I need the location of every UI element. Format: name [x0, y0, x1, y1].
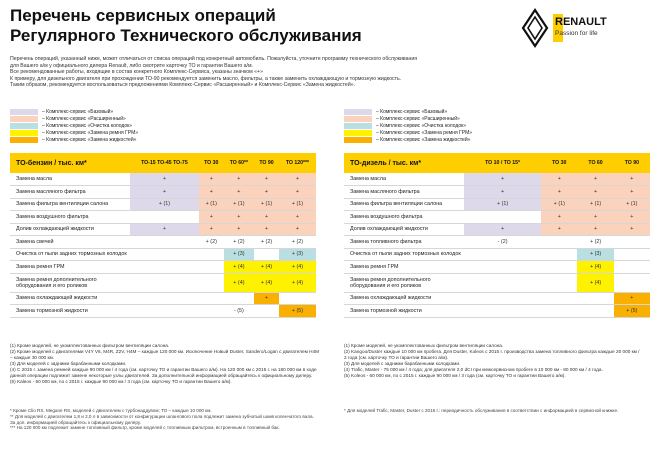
table-cell: + (5): [614, 305, 650, 318]
table-cell: +: [614, 223, 650, 236]
table-cell: [464, 273, 541, 292]
table-cell: +: [464, 223, 541, 236]
note: (3) Для моделей с задними барабанными колодками.: [10, 361, 127, 366]
table-cell: + (1): [254, 198, 279, 211]
table-cell: +: [464, 186, 541, 199]
operation-name: Замена воздушного фильтра: [10, 211, 130, 224]
legend-item: [344, 108, 504, 115]
table-cell: + (1): [464, 198, 541, 211]
table-cell: + (4): [254, 261, 279, 274]
operation-name: Замена фильтра вентиляции салона: [10, 198, 130, 211]
table-row: [344, 186, 650, 199]
table-cell: [254, 305, 279, 318]
table-cell: + (2): [279, 236, 316, 249]
table-row: [344, 223, 650, 236]
table-cell: + (1): [614, 198, 650, 211]
table-cell: [614, 248, 650, 261]
table-cell: + (3): [279, 248, 316, 261]
table-cell: + (1): [279, 198, 316, 211]
legend-swatch: [344, 123, 372, 129]
table-row: [10, 186, 316, 199]
table-cell: +: [199, 223, 224, 236]
table-cell: [464, 248, 541, 261]
legend-swatch: [10, 116, 38, 122]
table-row: [344, 305, 650, 318]
table-cell: + (2): [577, 236, 613, 249]
column-header: ТО-15 ТО-45 ТО-75: [130, 153, 199, 173]
footnote: *** На 120 000 км подлежит замене топливный фильтр, кроме моделей с топливным фильтром, встроенным в топливный бак.: [10, 425, 280, 431]
intro-line: Таким образом, рекомендуется воспользоваться предложениями Комплекс-Сервис «Расширенный» и Комплекс-Сервис «Замена жидкостей».: [10, 82, 356, 89]
table-row: [10, 223, 316, 236]
table-cell: + (2): [199, 236, 224, 249]
table-cell: + (4): [577, 261, 613, 274]
table-cell: +: [577, 223, 613, 236]
table-row: [344, 211, 650, 224]
table-cell: + (5): [279, 305, 316, 318]
table-cell: +: [541, 186, 577, 199]
title-line-1: Перечень сервисных операций: [10, 6, 276, 25]
operation-name: Замена тормозной жидкости: [10, 305, 130, 318]
note: (3) Для моделей с задними барабанными колодками.: [344, 361, 461, 366]
table-cell: [541, 305, 577, 318]
operation-name: Замена масла: [344, 173, 464, 186]
table-cell: [464, 211, 541, 224]
table-cell: + (2): [224, 236, 254, 249]
legend-item: [344, 129, 504, 136]
legend-item: [10, 129, 170, 136]
legend-diesel: [344, 108, 504, 143]
table-row: [344, 173, 650, 186]
table-cell: + (4): [254, 273, 279, 292]
table-cell: [130, 292, 199, 305]
column-header: ТО 30: [199, 153, 224, 173]
table-cell: [199, 273, 224, 292]
table-cell: [577, 292, 613, 305]
table-cell: + (1): [224, 198, 254, 211]
footnote: ** Для моделей с двигателем 1,8 и 2,0 л в зависимости от конфигурации шлангового пола подлежит замена зубчатый шкив коленчатого вала. За доп. информацией обращайтесь к официальному дилеру.: [10, 413, 314, 425]
table-cell: [541, 273, 577, 292]
table-cell: +: [254, 186, 279, 199]
table-cell: + (1): [577, 198, 613, 211]
table-cell: +: [130, 223, 199, 236]
legend-item: [10, 115, 170, 122]
table-cell: [541, 292, 577, 305]
table-cell: +: [279, 211, 316, 224]
table-cell: - (5): [224, 305, 254, 318]
intro-line: для Вашего а/м у официального дилера Renault, либо смотрите карточку ТО и гарантии Вашего а/м.: [10, 62, 254, 69]
table-cell: + (1): [199, 198, 224, 211]
table-cell: +: [464, 173, 541, 186]
table-cell: [614, 236, 650, 249]
table-cell: +: [130, 186, 199, 199]
table-row: [344, 236, 650, 249]
table-cell: +: [577, 186, 613, 199]
table-row: [344, 248, 650, 261]
table-cell: +: [279, 223, 316, 236]
table-row: [344, 261, 650, 274]
footnote: * Для моделей Trafic, Master, Duster с 2016 г.: периодичность обслуживания в соответствии с информацией в сервисной книжке.: [344, 408, 619, 413]
legend-swatch: [344, 130, 372, 136]
legend-item: [344, 122, 504, 129]
legend-swatch: [344, 109, 372, 115]
intro-line: Перечень операций, указанный ниже, может отличаться от списка операций под конкретный автомобиль. Пожалуйста, уточните программу технического обслуживания: [10, 56, 418, 62]
table-cell: [464, 261, 541, 274]
operation-name: Замена масляного фильтра: [344, 186, 464, 199]
note: (2) Kangoo/Duster каждые 10 000 км пробега. Для Duster, Koleos с 2015 г. производства замена топливного фильтра каждые 20 000 км / 2 года (см. карточку ТО и гарантии Вашего а/м).: [344, 349, 640, 360]
table-cell: +: [614, 173, 650, 186]
footnote: * Кроме Clio RS, Megane RS, моделей с двигателем с турбонаддувом; ТО – каждые 10 000 км.: [10, 408, 212, 413]
table-header-title: ТО-дизель / тыс. км*: [344, 153, 464, 173]
table-cell: +: [130, 173, 199, 186]
table-cell: +: [279, 173, 316, 186]
table-cell: [464, 292, 541, 305]
legend-label: – Комплекс-сервис «Расширенный»: [42, 115, 126, 122]
column-header: ТО 120***: [279, 153, 316, 173]
table-cell: [577, 305, 613, 318]
table-row: [10, 236, 316, 249]
table-cell: +: [254, 292, 279, 305]
operation-name: Замена охлаждающей жидкости: [10, 292, 130, 305]
footnotes-diesel: [344, 408, 640, 414]
table-cell: [130, 273, 199, 292]
note: (4) Trafic, Master - 75 000 км / 4 года; для двигателя 2,0 dCI при межсервисном пробеге в 10 000 км - 80 000 км / 4 года.: [344, 367, 603, 372]
legend-label: – Комплекс-сервис «Базовый»: [42, 108, 114, 115]
note: (5) Kaleos - 60 000 км, по с 2015 г. каждые 90 000 км / 3 года (см. карточку ТО и гарантии Вашего а/м).: [10, 379, 232, 384]
operation-name: Замена ремня дополнительного оборудования и его роликов: [10, 273, 130, 292]
table-cell: + (4): [279, 261, 316, 274]
table-cell: [130, 305, 199, 318]
table-cell: + (4): [224, 273, 254, 292]
column-header: ТО 90: [614, 153, 650, 173]
table-header-title: ТО-бензин / тыс. км*: [10, 153, 130, 173]
intro-text: [10, 56, 630, 89]
table-cell: [199, 292, 224, 305]
table-cell: [614, 261, 650, 274]
table-cell: +: [614, 211, 650, 224]
column-header: ТО 60**: [224, 153, 254, 173]
page-title: [10, 6, 480, 46]
operation-name: Очистка от пыли задних тормозных колодок: [10, 248, 130, 261]
operation-name: Замена свечей: [10, 236, 130, 249]
table-cell: +: [224, 211, 254, 224]
table-cell: +: [199, 186, 224, 199]
table-cell: [224, 292, 254, 305]
legend-item: [10, 122, 170, 129]
table-cell: + (4): [224, 261, 254, 274]
operation-name: Долив охлаждающей жидкости: [10, 223, 130, 236]
table-cell: +: [541, 211, 577, 224]
legend-label: – Комплекс-сервис «Очистка колодок»: [376, 122, 467, 129]
operation-name: Замена масляного фильтра: [10, 186, 130, 199]
note: (5) Koleos - 60 000 км, по с 2015 г. каждые 90 000 км / 3 года (см. карточку ТО и гарантии Вашего а/м).: [344, 373, 566, 378]
operation-name: Замена топливного фильтра: [344, 236, 464, 249]
table-row: [344, 273, 650, 292]
legend-item: [10, 108, 170, 115]
table-cell: +: [614, 292, 650, 305]
legend-petrol: [10, 108, 170, 143]
table-cell: +: [577, 173, 613, 186]
table-cell: [541, 261, 577, 274]
table-cell: [130, 248, 199, 261]
table-row: [10, 273, 316, 292]
legend-label: – Комплекс-сервис «Замена жидкостей»: [376, 136, 471, 143]
legend-label: – Комплекс-сервис «Замена ремня ГРМ»: [376, 129, 473, 136]
table-row: [10, 211, 316, 224]
column-header: ТО 90: [254, 153, 279, 173]
operation-name: Очистка от пыли задних тормозных колодок: [344, 248, 464, 261]
table-cell: +: [254, 211, 279, 224]
note: (4) С 2015 г. замена ремней каждые 90 000 км / 4 года (см. карточку ТО и гарантии Вашего а/м). На 120 000 км с 2015 г. на 180 000 км в ходе данной операции подлежит замене некоторые узлы двигателей. За дополнительной информацией обращайтесь к официальному дилеру.: [10, 367, 317, 378]
legend-item: [344, 115, 504, 122]
column-header: ТО 60: [577, 153, 613, 173]
table-cell: [279, 292, 316, 305]
legend-label: – Комплекс-сервис «Расширенный»: [376, 115, 460, 122]
legend-item: [344, 136, 504, 143]
operation-name: Замена охлаждающей жидкости: [344, 292, 464, 305]
table-cell: +: [224, 223, 254, 236]
table-row: [10, 305, 316, 318]
table-cell: [130, 261, 199, 274]
legend-swatch: [344, 116, 372, 122]
operation-name: Замена воздушного фильтра: [344, 211, 464, 224]
legend-swatch: [10, 109, 38, 115]
table-row: [344, 292, 650, 305]
table-row: [10, 261, 316, 274]
brand-tagline: Passion for life: [555, 30, 598, 37]
legend-label: – Комплекс-сервис «Базовый»: [376, 108, 448, 115]
table-row: [10, 173, 316, 186]
intro-line: Все рекомендованные работы, входящие в состав конкретного Комплекс-Сервиса, указаны значком «+»: [10, 69, 263, 76]
table-cell: [199, 248, 224, 261]
table-cell: +: [279, 186, 316, 199]
table-cell: + (4): [279, 273, 316, 292]
table-cell: [541, 248, 577, 261]
table-cell: [464, 305, 541, 318]
table-cell: +: [614, 186, 650, 199]
table-cell: +: [254, 173, 279, 186]
column-header: ТО 10 / ТО 15*: [464, 153, 541, 173]
legend-label: – Комплекс-сервис «Очистка колодок»: [42, 122, 133, 129]
table-cell: + (3): [224, 248, 254, 261]
table-cell: +: [199, 173, 224, 186]
table-row: [10, 248, 316, 261]
operation-name: Замена тормозной жидкости: [344, 305, 464, 318]
table-cell: +: [254, 223, 279, 236]
legend-swatch: [10, 137, 38, 143]
operation-name: Замена ремня дополнительного оборудования и его роликов: [344, 273, 464, 292]
table-cell: + (3): [577, 248, 613, 261]
table-cell: [130, 211, 199, 224]
table-cell: +: [224, 173, 254, 186]
legend-label: – Комплекс-сервис «Замена ремня ГРМ»: [42, 129, 139, 136]
legend-swatch: [10, 130, 38, 136]
petrol-service-table: [10, 153, 316, 318]
table-cell: [130, 236, 199, 249]
diesel-service-table: [344, 153, 650, 318]
note: (2) Кроме моделей с двигателями V4Y V6, M4R, Z2V, H4M – каждые 120 000 км. Исключение Новый Duster, Sandero/Logan с двигателем H4M – каждые 30 000 км.: [10, 349, 320, 360]
table-cell: [254, 248, 279, 261]
intro-line: К примеру, для дизельного двигателя при прохождении ТО-90 рекомендуется заменить масло, фильтры, а также заменить охлаждающую и тормозную жидкость.: [10, 75, 402, 82]
operation-name: Замена ремня ГРМ: [10, 261, 130, 274]
operation-name: Замена фильтра вентиляции салона: [344, 198, 464, 211]
note: (1) Кроме моделей, не укомплектованных фильтром вентиляции салона.: [10, 343, 170, 348]
table-cell: +: [224, 186, 254, 199]
table-cell: + (1): [130, 198, 199, 211]
table-row: [344, 198, 650, 211]
legend-item: [10, 136, 170, 143]
table-cell: +: [577, 211, 613, 224]
operation-name: Замена масла: [10, 173, 130, 186]
legend-swatch: [10, 123, 38, 129]
table-cell: [614, 273, 650, 292]
table-cell: [541, 236, 577, 249]
table-row: [10, 198, 316, 211]
legend-label: – Комплекс-сервис «Замена жидкостей»: [42, 136, 137, 143]
title-line-2: Регулярного Технического обслуживания: [10, 26, 362, 45]
table-cell: [199, 261, 224, 274]
legend-swatch: [344, 137, 372, 143]
table-cell: +: [199, 211, 224, 224]
operation-name: Замена ремня ГРМ: [344, 261, 464, 274]
table-cell: [199, 305, 224, 318]
footnotes-petrol: [10, 408, 320, 431]
note: (1) Кроме моделей, не укомплектованных фильтром вентиляции салона.: [344, 343, 504, 348]
table-cell: + (4): [577, 273, 613, 292]
table-cell: - (2): [464, 236, 541, 249]
table-cell: +: [541, 223, 577, 236]
notes-petrol: [10, 343, 320, 385]
table-cell: + (2): [254, 236, 279, 249]
operation-name: Долив охлаждающей жидкости: [344, 223, 464, 236]
renault-logo-icon: [515, 8, 645, 48]
column-header: ТО 30: [541, 153, 577, 173]
table-cell: + (1): [541, 198, 577, 211]
table-row: [10, 292, 316, 305]
table-cell: +: [541, 173, 577, 186]
brand-name: RENAULT: [555, 16, 607, 28]
notes-diesel: [344, 343, 640, 379]
